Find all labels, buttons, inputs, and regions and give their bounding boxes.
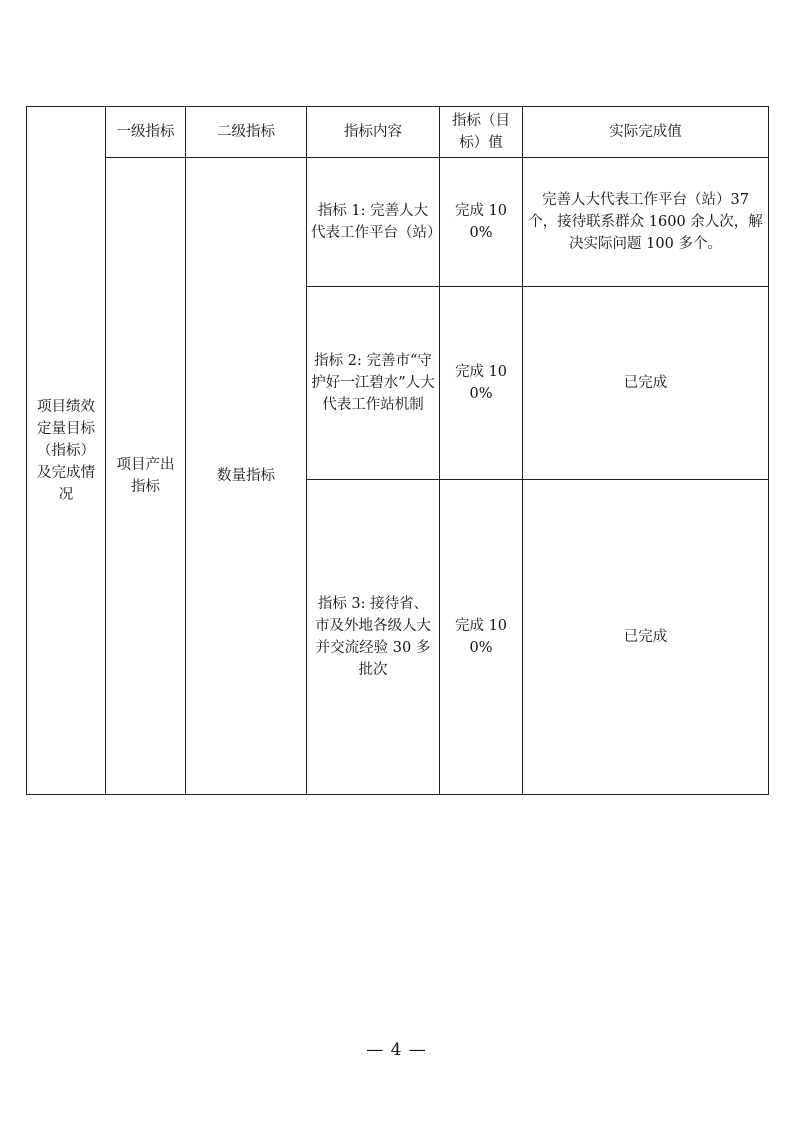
header-level2: 二级指标 [186,107,307,158]
target-value-cell: 完成 100% [440,480,523,795]
header-actual: 实际完成值 [523,107,769,158]
actual-value-cell: 完善人大代表工作平台（站）37 个，接待联系群众 1600 余人次，解决实际问题 100 多个。 [523,158,769,287]
header-content: 指标内容 [307,107,440,158]
table-row [27,158,769,287]
header-level1: 一级指标 [106,107,186,158]
target-value-cell: 完成 100% [440,158,523,287]
indicator-content-cell: 指标 2: 完善市“守护好一江碧水”人大代表工作站机制 [307,287,440,480]
level2-cell: 数量指标 [186,158,307,795]
indicator-content-cell: 指标 3: 接待省、市及外地各级人大并交流经验 30 多批次 [307,480,440,795]
actual-value-cell: 已完成 [523,287,769,480]
header-target: 指标（目标）值 [440,107,523,158]
indicator-content-cell: 指标 1: 完善人大代表工作平台（站） [307,158,440,287]
level1-cell: 项目产出指标 [106,158,186,795]
category-cell: 项目绩效定量目标（指标）及完成情况 [27,107,106,795]
page-number: — 4 — [366,1040,427,1060]
target-value-cell: 完成 100% [440,287,523,480]
table-header-row [27,107,769,158]
performance-table [26,106,769,795]
actual-value-cell: 已完成 [523,480,769,795]
